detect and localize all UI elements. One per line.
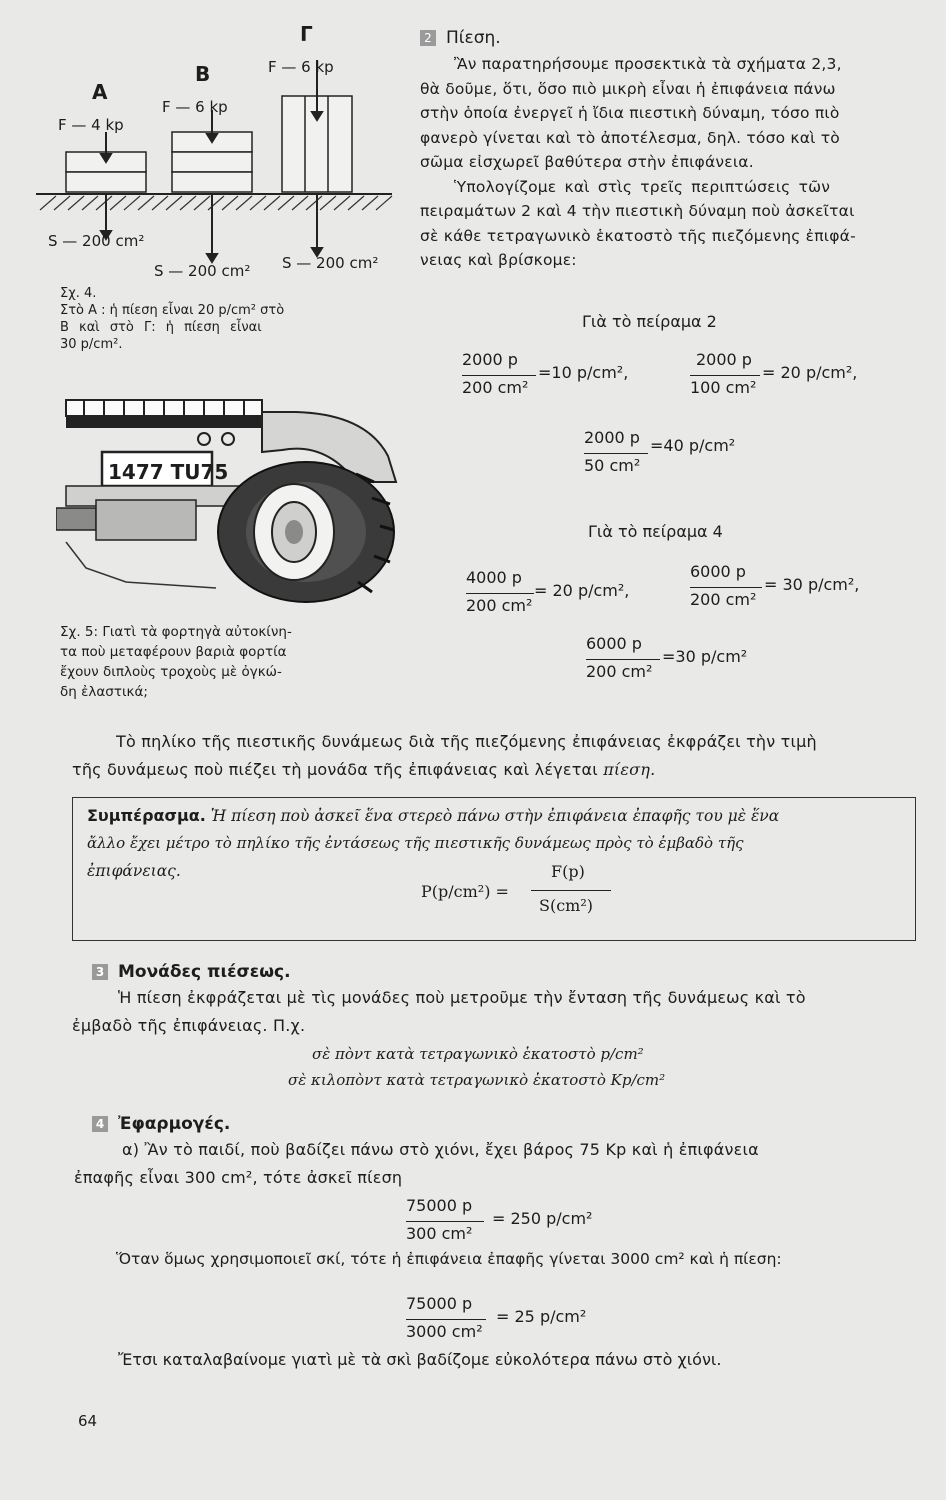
fraction-result: = 25 p/cm²: [496, 1307, 587, 1326]
figure-4-label-g: Γ: [300, 22, 313, 46]
fraction-result: = 250 p/cm²: [492, 1209, 593, 1228]
formula-denominator: S(cm²): [539, 896, 593, 915]
fraction-denominator: 100 cm²: [690, 378, 757, 397]
section-number: 4: [92, 1116, 108, 1132]
section-2-text: [420, 52, 916, 273]
experiment-4-title: Γιὰ τὸ πείραμα 4: [588, 522, 723, 541]
section-3-text: [72, 984, 924, 1040]
fraction: [466, 568, 666, 624]
figure-5-caption-line: τα ποὺ μεταφέρουν βαριὰ φορτία: [60, 644, 287, 660]
section-4-text: [74, 1136, 926, 1192]
figure-4-caption-title: Σχ. 4.: [60, 286, 97, 301]
fraction: [690, 562, 890, 618]
text-line: Τὸ πηλίκο τῆς πιεστικῆς δυνάμεως διὰ τῆς πιεζόμενης ἐπιφάνειας ἐκφράζει τὴν τιμὴ: [116, 732, 817, 751]
figure-4-force-g: F — 6 kp: [268, 58, 334, 76]
fraction-bar: [406, 1221, 484, 1222]
formula-left: P(p/cm²) =: [421, 882, 509, 901]
text-line: πειραμάτων 2 καὶ 4 τὴν πιεστικὴ δύναμη ποὺ ἀσκεῖται: [420, 202, 855, 220]
fraction-numerator: 4000 p: [466, 568, 522, 587]
pressure-definition-paragraph: [72, 728, 924, 784]
section-2-heading: [420, 28, 501, 48]
conclusion-line-2: ἄλλο ἔχει μέτρο τὸ πηλίκο τῆς ἐντάσεως τῆς πιεστικῆς δυνάμεως πρὸς τὸ ἐμβαδὸ τῆς: [87, 834, 744, 852]
text-line: Ὑπολογίζομε καὶ στὶς τρεῖς περιπτώσεις τῶν: [454, 177, 831, 196]
text-line: ἐπαφῆς εἶναι 300 cm², τότε ἀσκεῖ πίεση: [74, 1168, 403, 1187]
text-line: στὴν ὁποία ἐνεργεῖ ἡ ἴδια πιεστικὴ δύναμη, τόσο πιὸ: [420, 104, 840, 122]
fraction-denominator: 200 cm²: [586, 662, 653, 681]
figure-4-caption-line: Β καὶ στὸ Γ: ἡ πίεση εἶναι: [60, 320, 262, 335]
unit-line: σὲ πὸντ κατὰ τετραγωνικὸ ἑκατοστὸ p/cm²: [312, 1045, 644, 1063]
section-3-heading: [92, 962, 291, 982]
fraction-denominator: 50 cm²: [584, 456, 641, 475]
fraction-numerator: 6000 p: [586, 634, 642, 653]
figure-5-caption-line: ἔχουν διπλοὺς τροχοὺς μὲ ὀγκώ-: [60, 664, 282, 680]
fraction-result: =40 p/cm²: [650, 436, 736, 455]
fraction: [406, 1196, 666, 1252]
truck-illustration: [56, 392, 400, 614]
text-line: θὰ δοῦμε, ὅτι, ὅσο πιὸ μικρὴ εἶναι ἡ ἐπιφάνεια πάνω: [420, 79, 836, 98]
text-line: τῆς δυνάμεως ποὺ πιέζει τὴ μονάδα τῆς ἐπιφάνειας καὶ λέγεται: [72, 760, 598, 779]
fraction-bar: [690, 375, 760, 376]
figure-5-caption: [60, 622, 400, 702]
fraction-denominator: 200 cm²: [466, 596, 533, 615]
text-line: νειας καὶ βρίσκομε:: [420, 251, 577, 269]
section-4-heading: [92, 1114, 230, 1134]
fraction-result: =10 p/cm²,: [538, 363, 629, 382]
fraction-numerator: 2000 p: [584, 428, 640, 447]
conclusion-text: Ἡ πίεση ποὺ ἀσκεῖ ἕνα στερεὸ πάνω στὴν ἐπιφάνεια ἐπαφῆς του μὲ ἕνα: [210, 807, 780, 825]
fraction-result: = 30 p/cm²,: [764, 575, 860, 594]
text-line: σῶμα εἰσχωρεῖ βαθύτερα στὴν ἐπιφάνεια.: [420, 153, 754, 171]
section-number: 3: [92, 964, 108, 980]
ski-line: Ὅταν ὅμως χρησιμοποιεῖ σκί, τότε ἡ ἐπιφάνεια ἐπαφῆς γίνεται 3000 cm² καὶ ἡ πίεση:: [116, 1250, 782, 1268]
closing-line: Ἔτσι καταλαβαίνομε γιατὶ μὲ τὰ σκὶ βαδίζομε εὐκολότερα πάνω στὸ χιόνι.: [118, 1350, 722, 1369]
fraction: [690, 350, 890, 406]
license-plate: 1477 TU75: [108, 460, 229, 484]
text-line: Ἡ πίεση ἐκφράζεται μὲ τὶς μονάδες ποὺ μετροῦμε τὴν ἔνταση τῆς δυνάμεως καὶ τὸ: [118, 988, 806, 1007]
text-line: φανερὸ γίνεται καὶ τὸ ἀποτέλεσμα, δηλ. τόσο καὶ τὸ: [420, 128, 840, 147]
figure-5: [56, 392, 400, 614]
figure-5-caption-line: Σχ. 5: Γιατὶ τὰ φορτηγὰ αὐτοκίνη-: [60, 624, 292, 640]
fraction: [406, 1294, 666, 1350]
conclusion-line-1: [87, 806, 907, 825]
fraction-numerator: 75000 p: [406, 1294, 473, 1313]
conclusion-label: Συμπέρασμα.: [87, 806, 206, 825]
figure-4-force-a: F — 4 kp: [58, 116, 124, 134]
fraction-denominator: 3000 cm²: [406, 1322, 483, 1341]
fraction: [462, 350, 662, 406]
unit-line: σὲ κιλοπὸντ κατὰ τετραγωνικὸ ἑκατοστὸ Kp/cm²: [288, 1071, 666, 1089]
text-line: ἐμβαδὸ τῆς ἐπιφάνειας. Π.χ.: [72, 1016, 306, 1035]
text-line: Ἂν παρατηρήσουμε προσεκτικὰ τὰ σχήματα 2,3,: [454, 55, 842, 73]
fraction-bar: [406, 1319, 486, 1320]
text-line: α) Ἂν τὸ παιδί, ποὺ βαδίζει πάνω στὸ χιόνι, ἔχει βάρος 75 Kp καὶ ἡ ἐπιφάνεια: [122, 1140, 759, 1159]
figure-4-area-b: S — 200 cm²: [154, 262, 251, 280]
fraction-denominator: 200 cm²: [462, 378, 529, 397]
fraction: [586, 634, 786, 690]
fraction-bar: [462, 375, 536, 376]
fraction-bar: [466, 593, 534, 594]
figure-4-label-b: Β: [195, 62, 211, 86]
section-2-title: Πίεση.: [446, 28, 501, 48]
fraction-numerator: 75000 p: [406, 1196, 473, 1215]
fraction-numerator: 2000 p: [696, 350, 752, 369]
fraction-result: = 20 p/cm²,: [534, 581, 630, 600]
section-number: 2: [420, 30, 436, 46]
formula-numerator: F(p): [551, 862, 585, 881]
section-4-title: Ἐφαρμογές.: [118, 1114, 231, 1134]
formula-bar: [531, 890, 611, 891]
fraction-bar: [584, 453, 648, 454]
experiment-2-title: Γιὰ τὸ πείραμα 2: [582, 312, 717, 331]
figure-5-caption-line: δη ἐλαστικά;: [60, 684, 148, 700]
fraction: [584, 428, 784, 484]
figure-4-label-a: Α: [92, 80, 108, 104]
figure-4-caption-line: 30 p/cm².: [60, 337, 123, 352]
page-number: 64: [78, 1412, 98, 1430]
text-line-with-term: [72, 756, 924, 784]
fraction-numerator: 2000 p: [462, 350, 518, 369]
figure-4-area-a: S — 200 cm²: [48, 232, 145, 250]
fraction-bar: [586, 659, 660, 660]
pressure-formula: [421, 862, 681, 926]
conclusion-box: [72, 797, 916, 941]
fraction-numerator: 6000 p: [690, 562, 746, 581]
figure-4-area-g: S — 200 cm²: [282, 254, 379, 272]
fraction-bar: [690, 587, 762, 588]
text-line: σὲ κάθε τετραγωνικὸ ἑκατοστὸ τῆς πιεζόμενης ἐπιφά-: [420, 226, 856, 245]
fraction-result: = 20 p/cm²,: [762, 363, 858, 382]
section-3-title: Μονάδες πιέσεως.: [118, 962, 291, 982]
conclusion-line-3: ἐπιφάνειας.: [87, 862, 181, 880]
figure-4: [30, 20, 400, 285]
figure-4-caption: [60, 285, 400, 353]
figure-4-force-b: F — 6 kp: [162, 98, 228, 116]
fraction-denominator: 300 cm²: [406, 1224, 473, 1243]
term-pressure: πίεση.: [603, 760, 656, 779]
figure-4-caption-line: Στὸ Α : ἡ πίεση εἶναι 20 p/cm² στὸ: [60, 303, 285, 318]
fraction-denominator: 200 cm²: [690, 590, 757, 609]
fraction-result: =30 p/cm²: [662, 647, 748, 666]
